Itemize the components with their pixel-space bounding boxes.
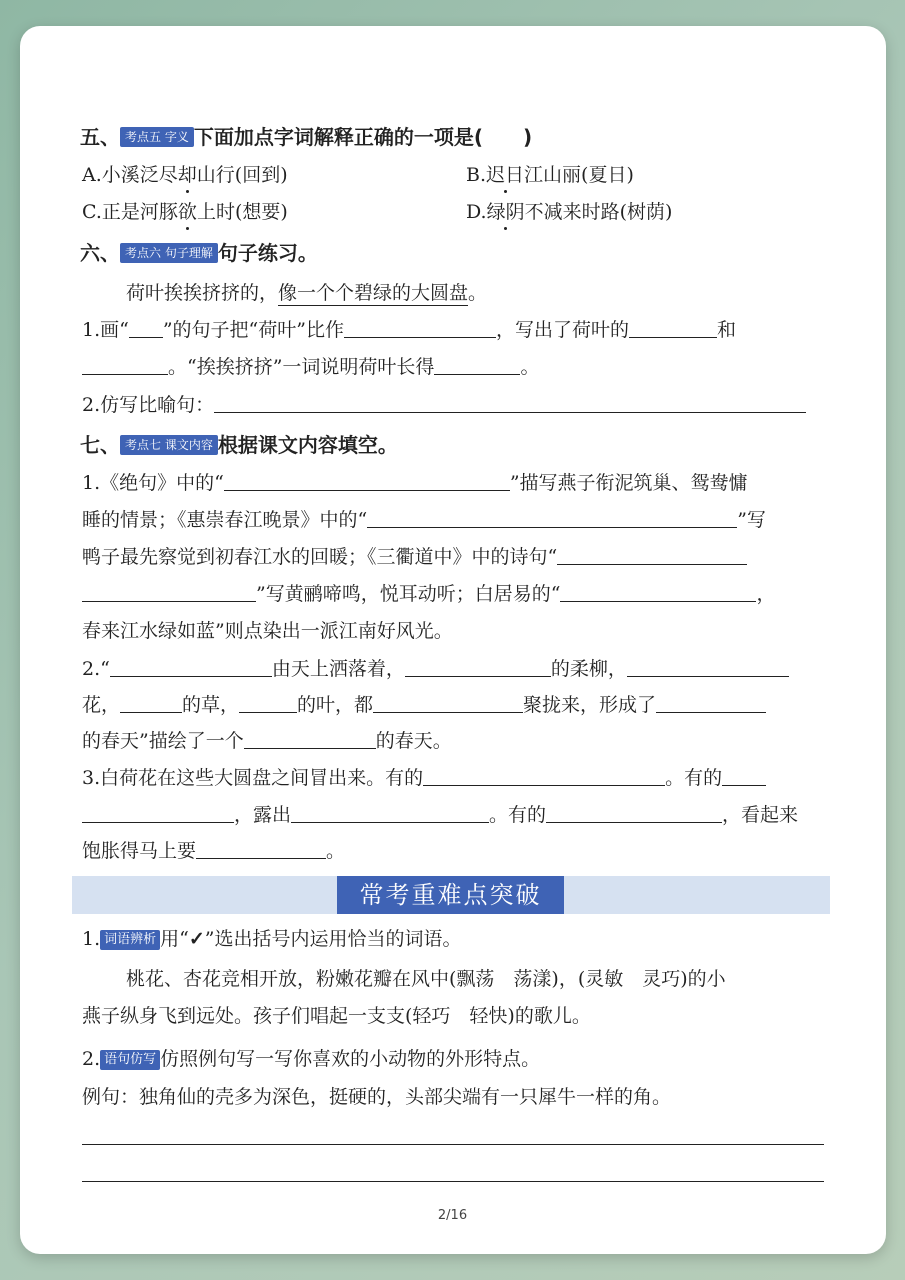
q7-line10: ，露出 。有的 ，看起来: [82, 802, 798, 828]
blank[interactable]: [82, 804, 234, 823]
q7-line1: 1.《绝句》中的“ ”描写燕子衔泥筑巢、鸳鸯慵: [82, 472, 748, 494]
page-number: 2/16: [437, 1208, 468, 1223]
blank[interactable]: [722, 767, 766, 786]
q7-line11: 饱胀得马上要 。: [82, 840, 346, 862]
blank[interactable]: [560, 583, 756, 602]
p1-heading: 1. 词语辨析 用“✓”选出括号内运用恰当的词语。: [82, 928, 462, 950]
p2-heading: 2. 语句仿写 仿照例句写一写你喜欢的小动物的外形特点。: [82, 1048, 541, 1070]
blank[interactable]: [214, 394, 806, 413]
p2-tag: 语句仿写: [100, 1050, 160, 1070]
q7-tag: 考点七 课文内容: [120, 435, 218, 455]
dotted-char: 绿阴: [486, 201, 525, 223]
q7-line8: 的春天”描绘了一个 的春天。: [82, 730, 452, 752]
blank[interactable]: [110, 658, 272, 677]
answer-line[interactable]: [82, 1181, 824, 1182]
q5-option-a: A.小溪泛尽却山行(回到): [82, 164, 288, 186]
q6-item2: 2.仿写比喻句：: [82, 392, 806, 418]
blank[interactable]: [344, 319, 496, 338]
blank[interactable]: [244, 730, 376, 749]
q5-heading: [80, 124, 532, 150]
dotted-char: 迟日: [486, 164, 525, 186]
blank[interactable]: [557, 546, 747, 565]
blank[interactable]: [224, 472, 510, 491]
q5-number: 五、: [80, 125, 120, 149]
p1-passage-line2: 燕子纵身飞到远处。孩子们唱起一支支(轻巧 轻快)的歌儿。: [82, 1005, 591, 1027]
q6-heading: 六、 考点六 句子理解 句子练习。: [80, 241, 318, 265]
blank[interactable]: [434, 356, 520, 375]
blank[interactable]: [627, 658, 789, 677]
blank[interactable]: [405, 658, 551, 677]
blank[interactable]: [196, 840, 326, 859]
blank[interactable]: [129, 319, 163, 338]
q5-option-d: D.绿阴不减来时路(树荫): [466, 201, 673, 223]
blank[interactable]: [629, 319, 717, 338]
p1-passage-line1: 桃花、杏花竞相开放，粉嫩花瓣在风中(飘荡 荡漾)，(灵敏 灵巧)的小: [126, 968, 726, 990]
q6-tag: 考点六 句子理解: [120, 243, 218, 263]
dotted-char: 却: [177, 164, 197, 186]
q6-item1-line2: 。“挨挨挤挤”一词说明荷叶长得 。: [82, 354, 539, 380]
blank[interactable]: [546, 804, 722, 823]
blank[interactable]: [291, 804, 489, 823]
blank[interactable]: [82, 583, 256, 602]
underlined-phrase: 像一个个碧绿的大圆盘: [278, 282, 469, 304]
check-mark-icon: ✓: [188, 928, 205, 950]
q6-sentence: 荷叶挨挨挤挤的，像一个个碧绿的大圆盘。: [126, 282, 488, 304]
q7-line9: 3.白荷花在这些大圆盘之间冒出来。有的 。有的: [82, 765, 766, 791]
q7-line5: 春来江水绿如蓝”则点染出一派江南好风光。: [82, 620, 453, 642]
blank[interactable]: [423, 767, 665, 786]
blank[interactable]: [239, 694, 297, 713]
blank[interactable]: [120, 694, 182, 713]
q7-line6: 2.“ 由天上洒落着， 的柔柳，: [82, 656, 789, 682]
section-banner-title: 常考重难点突破: [337, 876, 564, 914]
q5-option-b: B.迟日江山丽(夏日): [466, 164, 634, 186]
answer-line[interactable]: [82, 1144, 824, 1145]
q7-line4: ”写黄鹂啼鸣，悦耳动听；白居易的“ ，: [82, 581, 775, 607]
q5-option-c: C.正是河豚欲上时(想要): [82, 201, 288, 223]
q7-heading: 七、 考点七 课文内容 根据课文内容填空。: [80, 433, 398, 457]
dotted-char: 欲: [177, 201, 197, 223]
blank[interactable]: [656, 694, 766, 713]
p2-example: 例句：独角仙的壳多为深色，挺硬的，头部尖端有一只犀牛一样的角。: [82, 1086, 672, 1108]
blank[interactable]: [367, 509, 737, 528]
q7-line7: 花， 的草， 的叶，都 聚拢来，形成了: [82, 692, 766, 718]
blank[interactable]: [82, 356, 168, 375]
q7-line2: 睡的情景；《惠崇春江晚景》中的“ ”写: [82, 509, 766, 531]
q5-tag: 考点五 字义: [120, 127, 194, 147]
q5-title: 下面加点字词解释正确的一项是( ): [193, 125, 533, 149]
p1-tag: 词语辨析: [100, 930, 160, 950]
q6-item1-line1: 1.画“ ”的句子把“荷叶”比作 ，写出了荷叶的 和: [82, 319, 737, 341]
q7-line3: 鸭子最先察觉到初春江水的回暖；《三衢道中》中的诗句“: [82, 544, 747, 570]
blank[interactable]: [373, 694, 523, 713]
